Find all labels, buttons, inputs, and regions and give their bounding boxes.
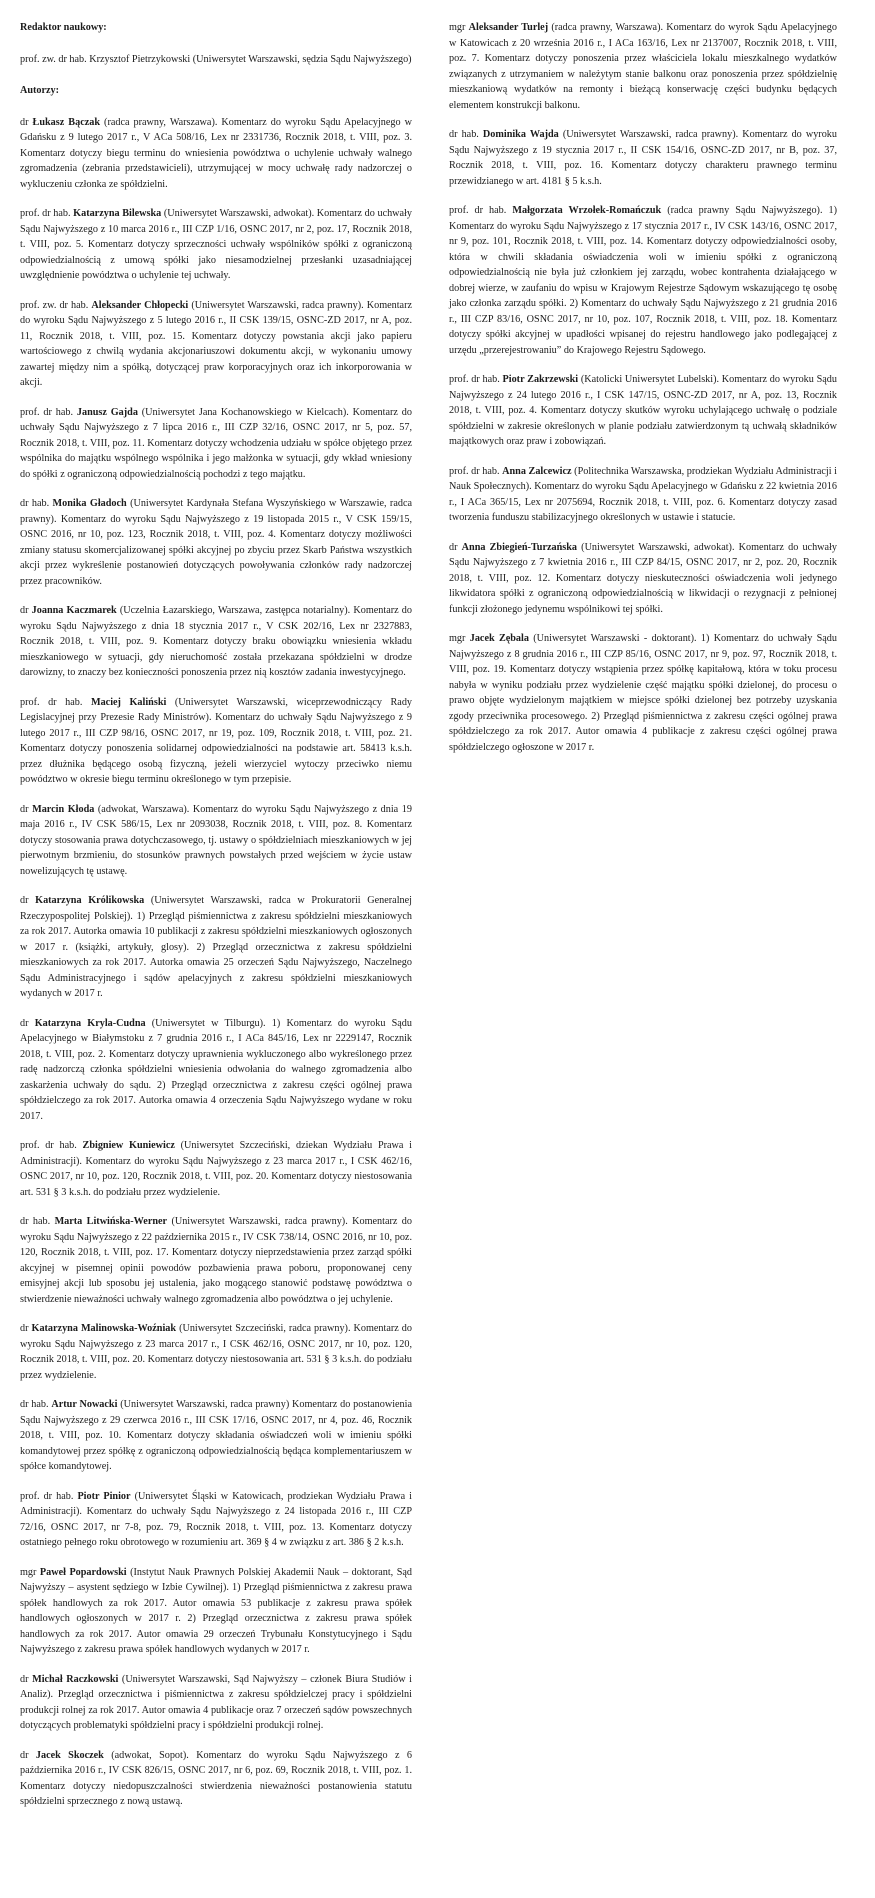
author-name: Paweł Popardowski (39, 1566, 127, 1578)
author-description: (radca prawny, Warszawa). Komentarz do wyroku Sądu Apelacyjnego w Gdańsku z 9 lutego 2017 r., V ACa 508/16, Lex nr 2331736, Rocznik 2018, t. VIII, poz. 3. Komentarz dotyczy biegu terminu do wniesienia powództwa o uchylenie uchwały walnego zgromadzenia (zebrania przedstawicieli), utrzymującej w mocy uchwałę rady nadzorczej o wykluczeniu członka ze spółdzielni. (20, 116, 412, 190)
author-title: mgr (449, 633, 470, 644)
author-title: dr (20, 116, 33, 128)
author-description: (Uniwersytet Warszawski, radca prawny) Komentarz do postanowienia Sądu Najwyższego z 29 czerwca 2016 r., III CSK 17/16, OSNC 2017, nr 4, poz. 46, Rocznik 2018, t. VIII, poz. 10. Komentarz dotyczy składania oświadczeń woli w imieniu spółki komandytowej przez spółkę z ograniczoną odpowiedzialnością będąca komplementariuszem w spółce komandytowej. (20, 1399, 412, 1472)
author-name: Katarzyna Bilewska (73, 208, 162, 219)
author-entry (20, 206, 412, 284)
author-description: (Uniwersytet Warszawski, radca w Prokuratorii Generalnej Rzeczypospolitej Polskiej). 1) Przegląd piśmiennictwa z zakresu spółdzielni mieszkaniowych za rok 2017. Autorka omawia 10 publikacji z zakresu spółdzielni mieszkaniowych ogłoszonych w 2017 r. (książki, artykuły, glosy). 2) Przegląd orzecznictwa z zakresu spółdzielni mieszkaniowych za rok 2017. Autorka omawia 25 orzeczeń Sądu Najwyższego, Naczelnego Sądu Administracyjnego i sądów apelacyjnych z zakresu spółdzielni mieszkaniowych wydanych w 2017 r. (20, 895, 412, 999)
author-name: Janusz Gajda (76, 406, 138, 418)
author-description: (radca prawny Sądu Najwyższego). 1) Komentarz do wyroku Sądu Najwyższego z 17 stycznia 2017 r., IV CSK 143/16, OSNC 2017, nr 9, poz. 101, Rocznik 2018, t. VIII, poz. 14. Komentarz dotyczy odpowiedzialności osoby, która w chwili składania oświadczenia woli w imieniu spółki z ograniczoną odpowiedzialnością nie była już członkiem jej zarządu, wobec kontrahenta działającego w dobrej wierze, w zaufaniu do wpisu w Krajowym Rejestrze Sądowym wskazującego tę osobę jako członka zarządu spółki. 2) Komentarz do uchwały Sądu Najwyższego z 21 grudnia 2016 r., III CZP 83/16, OSNC 2017, nr 10, poz. 107, Rocznik 2018, t. VIII, poz. 18. Komentarz dotyczy spółki akcyjnej w upadłości wpisanej do rejestru handlowego jako podlegającej z urzędu „przerejestrowaniu” do Krajowego Rejestru Sądowego. (449, 205, 838, 356)
author-entry (20, 1214, 412, 1307)
author-name: Katarzyna Kryla-Cudna (34, 1017, 146, 1029)
author-entry (20, 603, 412, 681)
author-description: (adwokat, Warszawa). Komentarz do wyroku Sądu Najwyższego z dnia 19 maja 2016 r., IV CSK 586/15, Lex nr 2093038, Rocznik 2018, t. VIII, poz. 8. Komentarz dotyczy stosowania prawa dotychczasowego, tj. ustawy o spółdzielniach mieszkaniowych w jej pierwotnym brzmieniu, do stosunków prawnych powstałych przed wejściem w życie ustaw nowelizujących tę ustawę. (20, 803, 412, 877)
author-name: Zbigniew Kuniewicz (82, 1140, 175, 1151)
author-name: Marta Litwińska-Werner (54, 1216, 168, 1227)
author-entry (20, 496, 412, 589)
author-entry (20, 1321, 412, 1383)
author-entry (20, 893, 412, 1002)
author-title: dr (20, 1323, 32, 1334)
author-entry (449, 464, 837, 526)
author-name: Anna Zbiegień-Turzańska (461, 541, 577, 553)
author-entry (449, 540, 837, 618)
editor-text: prof. zw. dr hab. Krzysztof Pietrzykowski (Uniwersytet Warszawski, sędzia Sądu Najwyższego) (20, 53, 412, 65)
author-description: (Instytut Nauk Prawnych Polskiej Akademii Nauk – doktorant, Sąd Najwyższy – asystent sędziego w Izbie Cywilnej). 1) Przegląd piśmiennictwa z zakresu prawa spółek handlowych za rok 2017. Autor omawia 53 publikacje z zakresu prawa spółek handlowych ogłoszonych w 2017 r. 2) Przegląd orzecznictwa z zakresu prawa spółek handlowych za rok 2017. Autor omawia 29 orzeczeń Trybunału Konstytucyjnego i Sądu Najwyższego z zakresu prawa spółek handlowych wydanych w 2017 r. (20, 1566, 412, 1655)
author-description: (Uniwersytet Warszawski, radca prawny). Komentarz do wyroku Sądu Najwyższego z 22 października 2015 r., IV CSK 738/14, OSNC 2016, nr 10, poz. 120, Rocznik 2018, t. VIII, poz. 17. Komentarz dotyczy nieprzedstawienia przez zarząd spółki akcyjnej w pisemnej opinii powodów pozbawienia prawa poboru, proponowanej ceny emisyjnej akcji lub sposobu jej ustalenia, jako mogącego stanowić podstawę powództwa o stwierdzenie nieważności uchwały walnego zgromadzenia albo powództwa o jej uchylenie. (20, 1216, 412, 1305)
author-title: dr hab. (20, 1216, 55, 1227)
author-description: (Uniwersytet Warszawski - doktorant). 1) Komentarz do uchwały Sądu Najwyższego z 8 grudnia 2016 r., III CZP 85/16, OSNC 2017, nr 9, poz. 97, Rocznik 2018, t. VIII, poz. 19. Komentarz dotyczy wstąpienia przez spółkę kapitałową, która w toku procesu nabyła w wyniku podziału przez wydzielenie część majątku spółki dzielonej, do procesu o prawo objęte wydzielonym majątkiem w miejsce spółki dzielonej bez potrzeby uzyskania zgody przeciwnika procesowego. 2) Przegląd piśmiennictwa z zakresu części ogólnej prawa spółdzielczego za rok 2017. Autor omawia 4 publikacje z zakresu części ogólnej prawa spółdzielczego ogłoszone w 2017 r. (449, 633, 837, 753)
author-entry (20, 1138, 412, 1200)
author-entry (20, 1489, 412, 1551)
author-entry (20, 115, 412, 193)
author-entry (449, 372, 837, 450)
author-entry (449, 127, 837, 189)
author-name: Aleksander Turlej (468, 22, 549, 33)
author-title: dr (449, 541, 462, 553)
author-title: dr (20, 895, 36, 906)
author-entry (449, 631, 837, 755)
author-title: mgr (449, 22, 469, 33)
author-description: (radca prawny, Warszawa). Komentarz do wyrok Sądu Apelacyjnego w Katowicach z 20 września 2016 r., I ACa 163/16, Lex nr 2137007, Rocznik 2018, t. VIII, poz. 7. Komentarz dotyczy ponoszenia przez właściciela lokalu mieszkalnego wydatków związanych z utrzymaniem w należytym stanie balkonu oraz ponoszenia przez spółdzielnię mieszkaniową wydatków na remonty i bieżącą konserwację części budynku będących elementem konstrukcji balkonu. (449, 22, 837, 111)
author-title: prof. zw. dr hab. (20, 299, 92, 311)
author-description: (Uniwersytet Śląski w Katowicach, prodziekan Wydziału Prawa i Administracji). Komentarz do uchwały Sądu Najwyższego z 24 listopada 2016 r., III CZP 72/16, OSNC 2017, nr 7-8, poz. 79, Rocznik 2018, t. VIII, poz. 13. Komentarz dotyczy ostatniego pełnego roku obrotowego w rozumieniu art. 369 § 4 w związku z art. 386 § 2 k.s.h. (20, 1490, 413, 1548)
left-author-list (20, 115, 412, 1810)
author-description: (Uniwersytet Warszawski, radca prawny). Komentarz do wyroku Sądu Najwyższego z 19 stycznia 2017 r., II CSK 154/16, OSNC-ZD 2017, nr B, poz. 37, Rocznik 2018, t. VIII, poz. 16. Komentarz dotyczy charakteru prawnego terminu przewidzianego w art. 4181 § 5 k.s.h. (449, 129, 837, 187)
right-author-list (449, 20, 837, 755)
author-description: (Uniwersytet Warszawski, wiceprzewodniczący Rady Legislacyjnej przy Prezesie Rady Ministrów). Komentarz do uchwały Sądu Najwyższego z 9 lutego 2017 r., III CZP 98/16, OSNC 2017, nr 19, poz. 109, Rocznik 2018, t. VIII, poz. 21. Komentarz dotyczy ponoszenia solidarnej odpowiedzialności na podstawie art. 58413 k.s.h. przez dłużnika będącego osobą fizyczną, jeżeli wierzyciel wytoczy przeciwko niemu powództwo w okresie biegu terminu określonego w tym przepisie. (20, 696, 413, 785)
author-title: dr hab. (20, 1399, 52, 1410)
author-description: (Uniwersytet Jana Kochanowskiego w Kielcach). Komentarz do uchwały Sądu Najwyższego z 7 lipca 2016 r., III CZP 32/16, OSNC 2017, nr 5, poz. 57, Rocznik 2018, t. VIII, poz. 11. Komentarz dotyczy wchodzenia udziału w spółce objętego przez wspólnika do majątku wspólnego wspólnika i jego małżonka w sytuacji, gdy wkład wniesiony do spółki z ograniczoną odpowiedzialnością pochodzi z tego majątku. (20, 406, 412, 480)
author-entry (20, 405, 412, 483)
author-name: Katarzyna Królikowska (35, 895, 145, 906)
author-entry (20, 1672, 412, 1734)
author-entry (20, 802, 412, 880)
author-title: dr (20, 1017, 35, 1029)
author-name: Jacek Skoczek (35, 1749, 104, 1761)
author-description: (Katolicki Uniwersytet Lubelski). Komentarz do wyroku Sądu Najwyższego z 24 lutego 2016 r., I CSK 147/15, OSNC-ZD 2017, nr A, poz. 13, Rocznik 2018, t. VIII, poz. 4. Komentarz dotyczy skutków wyroku uchylającego uchwałę o podziale spółdzielni w zakresie określonych w planie podziału zatwierdzonym tą uchwałą składników majątkowych oraz praw i zobowiązań. (449, 374, 837, 447)
author-name: Monika Gładoch (52, 498, 127, 509)
author-entry (20, 1748, 412, 1810)
author-description: (Uniwersytet w Tilburgu). 1) Komentarz do wyroku Sądu Apelacyjnego w Białymstoku z 7 grudnia 2016 r., I ACa 845/16, Lex nr 2229147, Rocznik 2018, t. VIII, poz. 2. Komentarz dotyczy uprawnienia wykluczonego albo wykreślonego przez radę nadzorczą członka spółdzielni wniesienia odwołania do walnego zgromadzenia albo zaskarżenia uchwały do sądu. 2) Przegląd orzecznictwa z zakresu części ogólnej prawa spółdzielczego za rok 2017. Autorka omawia 4 orzeczenia Sądu Najwyższego wydane w roku 2017. (20, 1017, 412, 1122)
author-title: dr (20, 605, 32, 616)
author-title: prof. dr hab. (20, 406, 77, 418)
author-entry (20, 1397, 412, 1475)
author-description: (Uniwersytet Szczeciński, dziekan Wydziału Prawa i Administracji). Komentarz do wyroku Sądu Najwyższego z 23 marca 2017 r., I CSK 462/16, OSNC 2017, nr 10, poz. 120, Rocznik 2018, t. VIII, poz. 20. Komentarz dotyczy niestosowania art. 531 § 3 k.s.h. do podziału przez wydzielenie. (20, 1140, 412, 1198)
author-name: Anna Zalcewicz (502, 465, 572, 477)
author-title: prof. dr hab. (20, 696, 91, 708)
author-name: Łukasz Bączak (32, 116, 100, 128)
editor-heading: Redaktor naukowy: (20, 22, 107, 33)
author-name: Artur Nowacki (51, 1399, 118, 1410)
author-title: mgr (20, 1566, 40, 1578)
author-description: (Uniwersytet Szczeciński, radca prawny). Komentarz do wyroku Sądu Najwyższego z 23 marca 2017 r., I CSK 462/16, OSNC 2017, nr 10, poz. 120, Rocznik 2018, t. VIII, poz. 20. Komentarz dotyczy niestosowania art. 531 § 3 k.s.h. do podziału przez wydzielenie. (20, 1323, 412, 1381)
author-name: Małgorzata Wrzołek-Romańczuk (512, 205, 662, 216)
authors-heading: Autorzy: (20, 85, 60, 96)
author-name: Dominika Wajda (482, 129, 559, 140)
author-title: prof. dr hab. (449, 205, 513, 216)
author-name: Piotr Pinior (77, 1490, 131, 1502)
right-column (449, 20, 837, 1810)
author-title: prof. dr hab. (20, 208, 74, 219)
author-entry (20, 298, 412, 391)
author-name: Katarzyna Malinowska-Woźniak (31, 1323, 177, 1334)
author-description: (adwokat, Sopot). Komentarz do wyroku Sądu Najwyższego z 6 października 2016 r., IV CSK 826/15, OSNC 2017, nr 6, poz. 69, Rocznik 2018, t. VIII, poz. 1. Komentarz dotyczy niedopuszczalności stwierdzenia nieważności postanowienia statutu spółdzielni sprzecznego z nową ustawą. (20, 1749, 412, 1807)
author-entry (449, 203, 837, 358)
author-name: Michał Raczkowski (32, 1673, 119, 1685)
author-entry (20, 695, 412, 788)
author-name: Aleksander Chłopecki (91, 299, 189, 311)
author-description: (Uniwersytet Warszawski, adwokat). Komentarz do uchwały Sądu Najwyższego z 7 kwietnia 2016 r., III CZP 84/15, OSNC 2017, nr 2, poz. 20, Rocznik 2018, t. VIII, poz. 12. Komentarz dotyczy nieskuteczności oświadczenia woli jedynego likwidatora spółki z ograniczoną odpowiedzialnością w likwidacji o rezygnacji z pełnionej funkcji złożonego jedynemu wspólnikowi tej spółki. (449, 541, 837, 615)
author-description: (Politechnika Warszawska, prodziekan Wydziału Administracji i Nauk Społecznych). Komentarz do wyroku Sądu Apelacyjnego w Gdańsku z 22 kwietnia 2016 r., I ACa 365/15, Lex nr 2075694, Rocznik 2018, t. VIII, poz. 6. Komentarz dotyczy zasad tworzenia funduszu stabilizacyjnego określonych w ustawie i statucie. (449, 465, 837, 523)
author-description: (Uniwersytet Warszawski, adwokat). Komentarz do uchwały Sądu Najwyższego z 10 marca 2016 r., III CZP 1/16, OSNC 2017, nr 2, poz. 17, Rocznik 2018, t. VIII, poz. 5. Komentarz dotyczy sprzeczności uchwały wspólników spółki z ograniczoną odpowiedzialnością z umową spółki jako niesamodzielnej przesłanki uzasadniającej uwzględnienie powództwa o uchylenie tej uchwały. (20, 208, 412, 281)
author-entry (20, 1016, 412, 1125)
author-description: (Uczelnia Łazarskiego, Warszawa, zastępca notarialny). Komentarz do wyroku Sądu Najwyższego z dnia 18 stycznia 2017 r., V CSK 202/16, Lex nr 2327883, Rocznik 2018, t. VIII, poz. 9. Komentarz dotyczy braku obowiązku wniesienia wkładu mieszkaniowego w sytuacji, gdy nieruchomość została przekazana spółdzielni w drodze darowizny, to znaczy bez konieczności ponoszenia przez nią kosztów zadania inwestycyjnego. (20, 605, 412, 678)
author-title: dr (20, 1749, 36, 1761)
author-name: Joanna Kaczmarek (31, 605, 117, 616)
author-title: prof. dr hab. (20, 1490, 78, 1502)
author-title: dr hab. (20, 498, 53, 509)
left-column (20, 20, 412, 1810)
author-name: Jacek Zębala (469, 633, 529, 644)
author-entry (20, 1565, 412, 1658)
author-title: prof. dr hab. (20, 1140, 83, 1151)
author-entry (449, 20, 837, 113)
author-title: prof. dr hab. (449, 465, 503, 477)
two-column-layout (20, 20, 837, 1810)
author-description: (Uniwersytet Kardynała Stefana Wyszyńskiego w Warszawie, radca prawny). Komentarz do wyroku Sądu Najwyższego z 19 listopada 2015 r., V CSK 159/15, OSNC 2016, nr 10, poz. 123, Rocznik 2018, t. VIII, poz. 4. Komentarz dotyczy możliwości zmiany statusu skomercjalizowanej spółki akcyjnej po zbyciu przez Skarb Państwa wszystkich akcji przez wykreślenie postanowień dotyczących powoływania członków rady nadzorczej przez pracowników. (20, 498, 412, 587)
author-name: Maciej Kaliński (90, 696, 167, 708)
author-description: (Uniwersytet Warszawski, radca prawny). Komentarz do wyroku Sądu Najwyższego z 5 lutego 2016 r., II CSK 139/15, OSNC-ZD 2017, nr A, poz. 11, Rocznik 2018, t. VIII, poz. 15. Komentarz dotyczy powstania akcji jako papieru wartościowego z chwilą wydania akcjonariuszowi dokumentu akcji, w wykonaniu umowy zawartej między nim a spółką, dotyczącej praw korporacyjnych oraz ich inkorporowania w akcji. (20, 299, 412, 388)
author-title: dr (20, 1673, 33, 1685)
author-name: Marcin Kłoda (32, 803, 95, 815)
author-title: dr hab. (449, 129, 483, 140)
author-description: (Uniwersytet Warszawski, Sąd Najwyższy – członek Biura Studiów i Analiz). Przegląd orzecznictwa i piśmiennictwa z zakresu spółdzielczej pracy i spółdzielni produkcji rolnej za rok 2017. Autor omawia 4 publikacje oraz 7 orzeczeń sądów powszechnych dotyczących problematyki spółdzielni pracy i spółdzielni produkcji rolnej. (20, 1673, 412, 1731)
author-name: Piotr Zakrzewski (502, 374, 579, 385)
author-title: dr (20, 803, 33, 815)
author-title: prof. dr hab. (449, 374, 503, 385)
